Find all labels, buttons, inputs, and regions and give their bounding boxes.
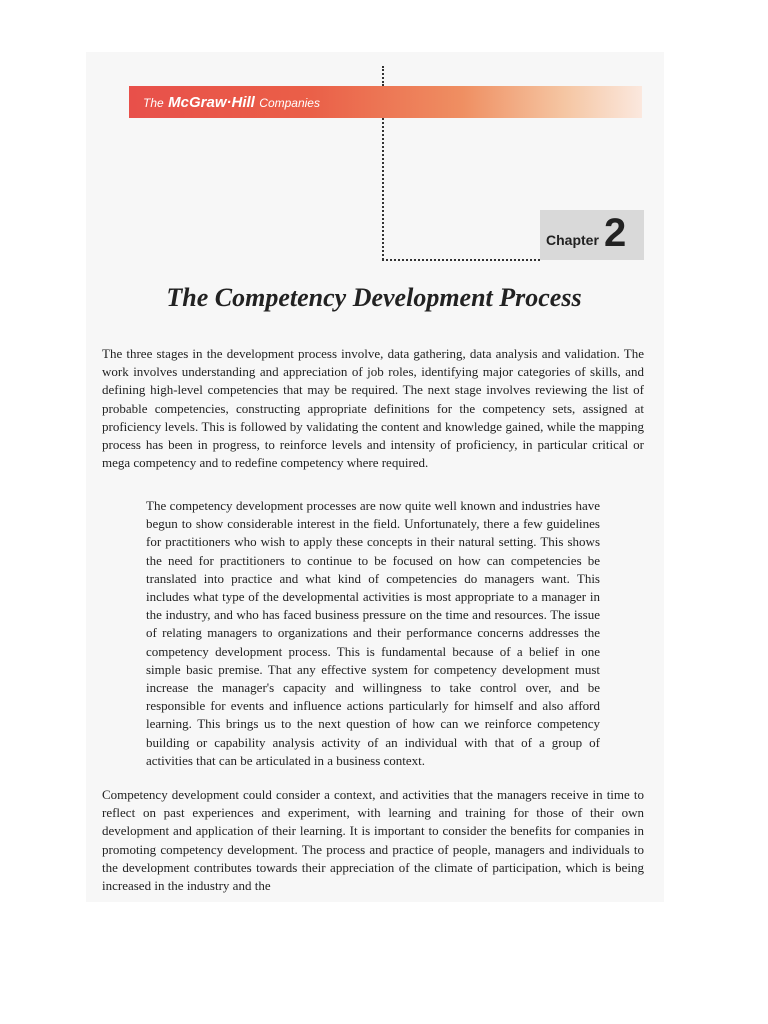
dotted-rule-horizontal (382, 259, 540, 261)
publisher-brand: McGraw·Hill (168, 94, 255, 111)
chapter-label: Chapter (546, 232, 599, 248)
body-paragraph-2: Competency development could consider a context, and activities that the managers receive in time to reflect on past experiences and experiment, with learning and training for those of their own development and application of their learning. It is important to consider the benefits for companies in promoting competency development. The process and practice of people, managers and individuals to the development contributes towards their appreciation of the climate of participation, which is being increased in the industry and the (102, 787, 644, 894)
chapter-number: 2 (604, 211, 627, 255)
publisher-banner (129, 86, 642, 118)
page-scan-area (86, 52, 664, 902)
publisher-suffix: Companies (259, 96, 320, 110)
chapter-badge (540, 210, 644, 260)
body-paragraph-1: The three stages in the development process involve, data gathering, data analysis and validation. The work involves understanding and appreciation of job roles, identifying major categories of skills, and defining high-level competencies that may be required. The next stage involves reviewing the list of probable competencies, constructing appropriate definitions for the competency sets, assigned at proficiency levels. This is followed by validating the content and knowledge gained, while the mapping process has been in progress, to reinforce levels and intensity of proficiency, in particular critical or mega competency and to redefine competency where required. (102, 346, 644, 471)
block-quote: The competency development processes are now quite well known and industries have begun to show considerable interest in the field. Unfortunately, there a few guidelines for practitioners who wish to apply these concepts in their natural setting. This shows the need for practitioners to continue to be focused on how can competencies be translated into practice and what kind of competencies do managers want. This includes what type of the developmental activities is most appropriate to a manager in the industry, and who has faced business pressure on the time and resources. The issue of relating managers to organizations and their performance concerns addresses the competency development process. This is fundamental because of a belief in one simple basic premise. That any effective system for competency development must increase the manager's capacity and willingness to take control over, and be responsible for events and influence actions particularly for himself and also afford learning. This brings us to the next question of how can we reinforce competency building or capability analysis activity of an individual with that of a group of activities that can be articulated in a business context. (146, 498, 600, 768)
publisher-prefix: The (143, 96, 164, 110)
chapter-title: The Competency Development Process (166, 283, 582, 312)
publisher-logo (143, 94, 320, 112)
dotted-rule-vertical (382, 118, 384, 260)
dotted-rule-top (382, 66, 384, 86)
